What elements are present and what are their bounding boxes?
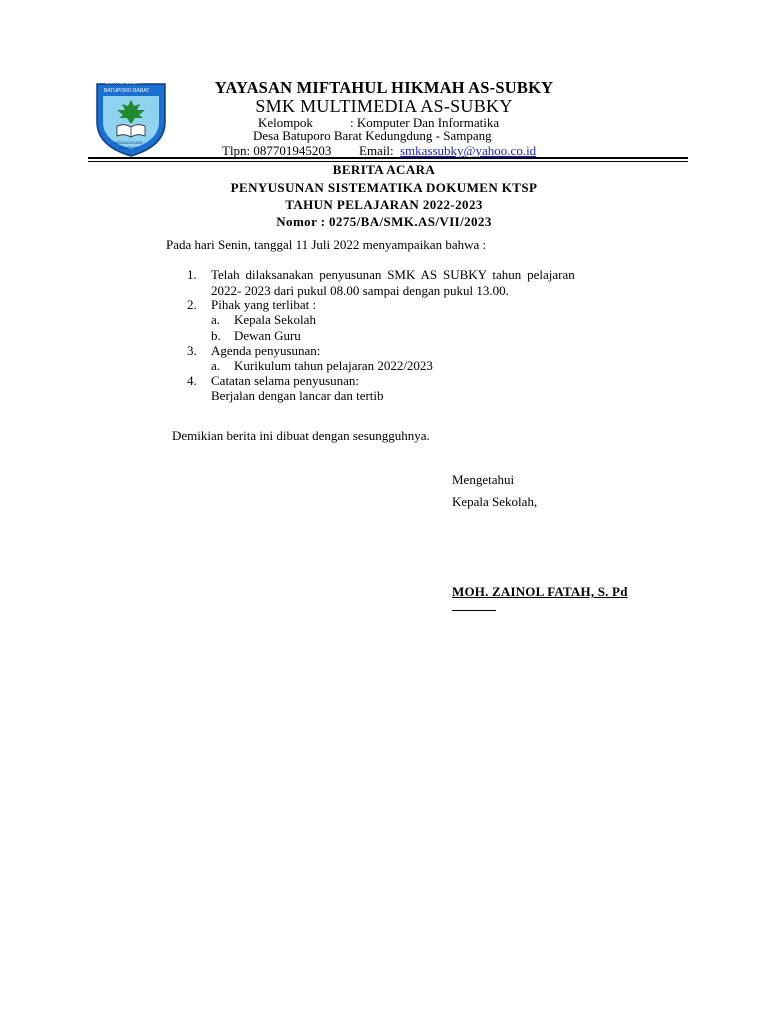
list-item-4: Catatan selama penyusunan: bbox=[211, 373, 360, 388]
doc-title: BERITA ACARA bbox=[332, 162, 436, 177]
list-number-3: 3. bbox=[187, 343, 197, 358]
signature-underline bbox=[452, 610, 496, 611]
list-number-2: 2. bbox=[187, 297, 197, 312]
school-address: Desa Batuporo Barat Kedungdung - Sampang bbox=[253, 128, 492, 143]
sub-letter-2a: a. bbox=[211, 312, 221, 327]
email-label: Email: bbox=[359, 143, 394, 158]
email-link[interactable]: smkassubky@yahoo.co.id bbox=[400, 143, 537, 158]
logo-sub-text: BATUPORO BARAT bbox=[104, 88, 150, 94]
list-item-1-cont: 2022- 2023 dari pukul 08.00 sampai dengan pukul 13.00. bbox=[211, 283, 509, 298]
logo-top-text: SMK AS SUBKY bbox=[105, 80, 142, 86]
sub-item-3a: Kurikulum tahun pelajaran 2022/2023 bbox=[234, 358, 433, 373]
list-item-3: Agenda penyusunan: bbox=[211, 343, 321, 358]
school-phone: Tlpn: 087701945203 bbox=[222, 143, 332, 158]
logo-bottom-text-1: KEDUNGDUNG bbox=[114, 140, 143, 145]
school-name: SMK MULTIMEDIA AS-SUBKY bbox=[255, 96, 513, 116]
sub-item-2b: Dewan Guru bbox=[234, 328, 301, 343]
doc-year: TAHUN PELAJARAN 2022-2023 bbox=[285, 197, 483, 212]
list-item-1: Telah dilaksanakan penyusunan SMK AS SUBKY tahun pelajaran bbox=[211, 267, 575, 282]
sub-letter-2b: b. bbox=[211, 328, 221, 343]
kelompok-label: Kelompok bbox=[258, 115, 313, 130]
signer-name: MOH. ZAINOL FATAH, S. Pd bbox=[452, 584, 628, 599]
kelompok-value: : Komputer Dan Informatika bbox=[350, 115, 500, 130]
doc-subtitle: PENYUSUNAN SISTEMATIKA DOKUMEN KTSP bbox=[230, 180, 538, 195]
signature-acknowledged: Mengetahui bbox=[452, 472, 515, 487]
closing-text: Demikian berita ini dibuat dengan sesungguhnya. bbox=[172, 428, 430, 443]
intro-text: Pada hari Senin, tanggal 11 Juli 2022 menyampaikan bahwa : bbox=[166, 237, 487, 252]
logo-bottom-text-2: SAMPANG bbox=[119, 145, 139, 150]
list-item-2: Pihak yang terlibat : bbox=[211, 297, 317, 312]
list-number-1: 1. bbox=[187, 267, 197, 282]
list-number-4: 4. bbox=[187, 373, 197, 388]
sub-letter-3a: a. bbox=[211, 358, 221, 373]
list-item-4-cont: Berjalan dengan lancar dan tertib bbox=[211, 388, 384, 403]
foundation-name: YAYASAN MIFTAHUL HIKMAH AS-SUBKY bbox=[214, 78, 554, 97]
signature-role: Kepala Sekolah, bbox=[452, 494, 538, 509]
doc-number: Nomor : 0275/BA/SMK.AS/VII/2023 bbox=[276, 214, 492, 229]
sub-item-2a: Kepala Sekolah bbox=[234, 312, 316, 327]
